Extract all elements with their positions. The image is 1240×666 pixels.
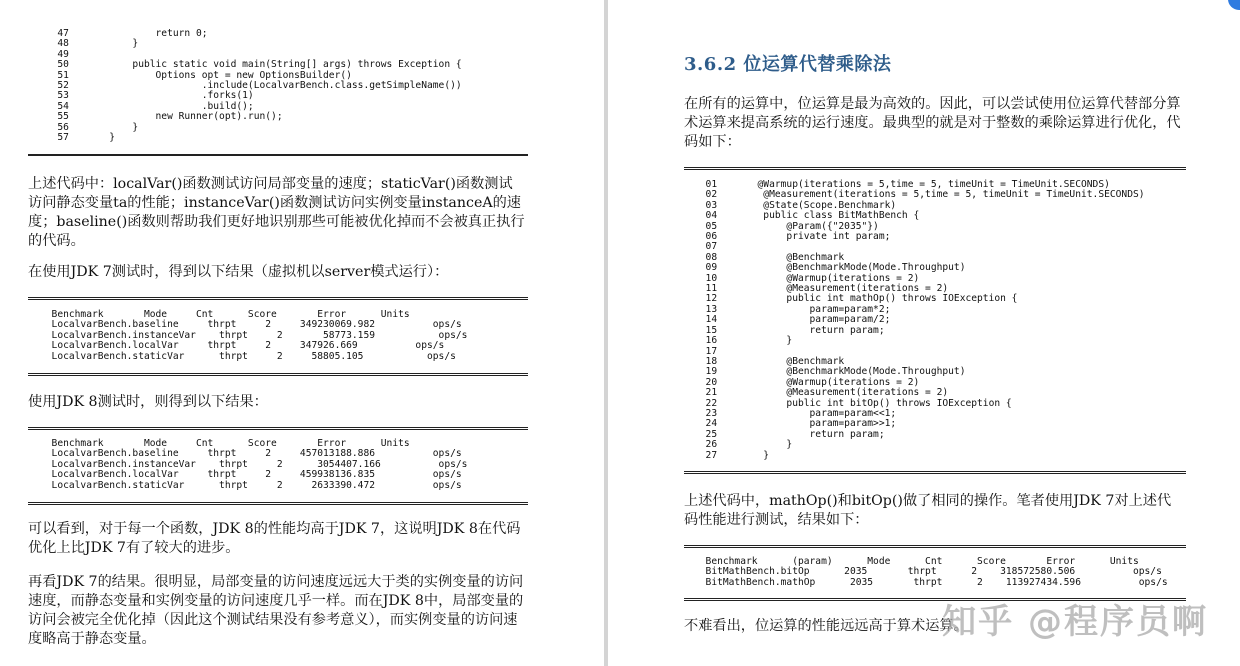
table-rule-top [684,545,1186,548]
right-page [608,0,1240,666]
paragraph-comparison: 可以看到，对于每一个函数，JDK 8的性能均高于JDK 7，这说明JDK 8在代码优化上比JDK 7有了较大的进步。 [28,521,521,556]
results-table-jdk7: Benchmark Mode Cnt Score Error Units LocalvarBench.baseline thrpt 2 349230069.982 ops/s LocalvarBench.instanceVar thrpt 2 58773.159 ops/s LocalvarBench.localVar thrpt 2 347926.669 ops/s LocalvarBench.staticVar thrpt 2 58805.105 ops/s [51,309,468,362]
code-block-benchmark: 01 @Warmup(iterations = 5,time = 5, timeUnit = TimeUnit.SECONDS) 02 @Measurement(iterations = 5,time = 5, timeUnit = TimeUnit.SECONDS) 03 @State(Scope.Benchmark) 04 public class BitMathBench { 05 @Param({"2035"}) 06 private int param; 07 08 @Benchmark 09 @BenchmarkMode(Mode.Throughput) 10 @Warmup(iterations = 2) 11 @Measurement(iterations = 2) 12 public int mathOp() throws IOException { 13 param=param*2; 14 param=param/2; 15 return param; 16 } 17 18 @Benchmark 19 @BenchmarkMode(Mode.Throughput) 20 @Warmup(iterations = 2) 21 @Measurement(iterations = 2) 22 public int bitOp() throws IOException { 23 param=param<<1; 24 param=param>>1; 25 return param; 26 } 27 } [705,179,1145,461]
paragraph-code-explanation: 上述代码中：localVar()函数测试访问局部变量的速度；staticVar()函数测试访问静态变量ta的性能；instanceVar()函数测试访问实例变量instanceA的速度；baseline()函数则帮助我们更好地识别那些可能被优化掉而不会被真正执行的代码。 [28,176,525,249]
paragraph-bitops-intro: 在所有的运算中，位运算是最为高效的。因此，可以尝试使用位运算代替部分算术运算来提高系统的运行速度。最典型的就是对于整数的乘除运算进行优化，代码如下： [684,96,1181,150]
paragraph-jdk8-intro: 使用JDK 8测试时，则得到以下结果： [28,394,268,410]
table-rule-top [28,297,528,300]
table-rule-bottom [28,502,528,505]
left-page [0,0,604,666]
code-rule-bottom [684,471,1186,474]
paragraph-jdk7-analysis: 再看JDK 7的结果。很明显，局部变量的访问速度远远大于类的实例变量的访问速度，而静态变量和实例变量的访问速度几乎一样。而在JDK 8中，局部变量的访问会被完全优化掉（因此这个测试结果没有参考意义），而实例变量的访问速度略高于静态变量。 [28,574,524,647]
floating-action-button[interactable] [1228,0,1240,10]
section-heading: 3.6.2 位运算代替乘除法 [684,54,892,75]
table-rule-top [28,427,528,430]
paragraph-jdk7-intro: 在使用JDK 7测试时，得到以下结果（虚拟机以server模式运行）： [28,264,449,280]
results-table-jdk8: Benchmark Mode Cnt Score Error Units LocalvarBench.baseline thrpt 2 457013188.886 ops/s LocalvarBench.instanceVar thrpt 2 3054407.166 ops/s LocalvarBench.localVar thrpt 2 459938136.835 ops/s LocalvarBench.staticVar thrpt 2 2633390.472 ops/s [51,438,468,491]
code-block-main: 47 return 0; 48 } 49 50 public static void main(String[] args) throws Exception { 51 Options opt = new OptionsBuilder() 52 .include(LocalvarBench.class.getSimpleName()) 53 .forks(1) 54 .build(); 55 new Runner(opt).run(); 56 } 57 } [57,28,462,144]
paragraph-bitops-test: 上述代码中，mathOp()和bitOp()做了相同的操作。笔者使用JDK 7对上述代码性能进行测试，结果如下： [684,493,1172,528]
table-rule-bottom [28,373,528,376]
code-rule-top [684,167,1186,170]
paragraph-conclusion: 不难看出，位运算的性能远远高于算术运算。 [684,618,968,634]
results-table-bitmath: Benchmark (param) Mode Cnt Score Error Units BitMathBench.bitOp 2035 thrpt 2 318572580.506 ops/s BitMathBench.mathOp 2035 thrpt 2 113927434.596 ops/s [705,556,1168,588]
watermark-text: 知乎 @程序员啊 [942,602,1208,642]
code-block-rule [28,154,528,156]
